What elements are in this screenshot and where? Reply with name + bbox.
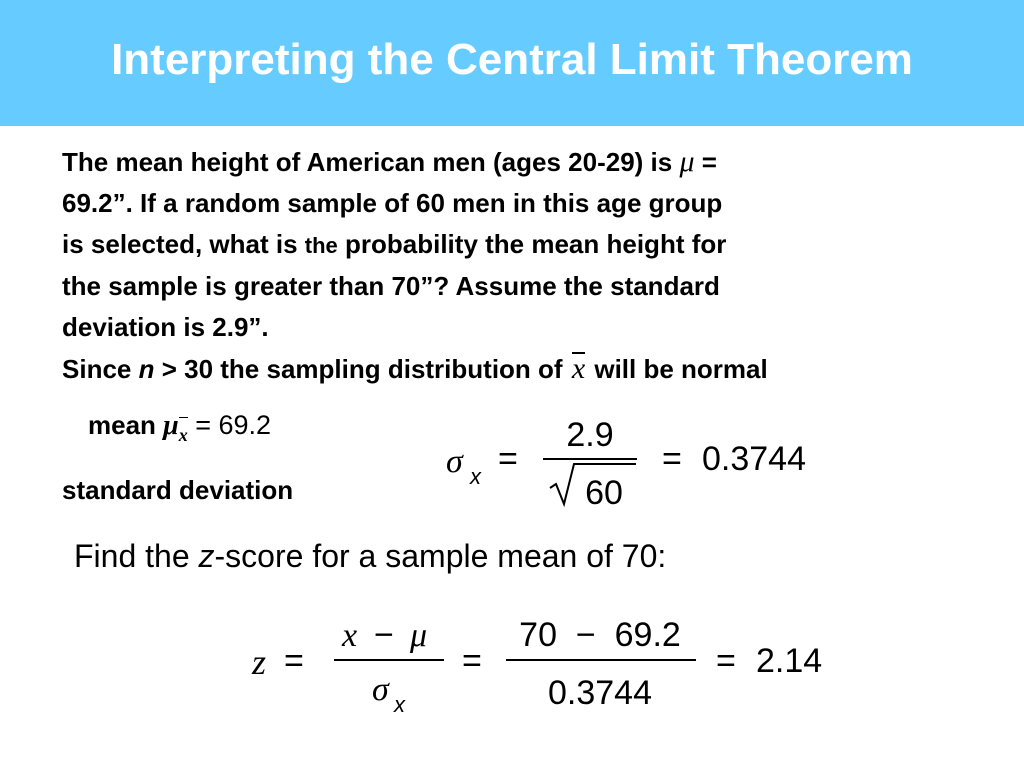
slide-title: Interpreting the Central Limit Theorem: [111, 35, 913, 84]
z-result: 2.14: [756, 642, 823, 680]
problem-line-3-pre: is selected, what is: [62, 229, 305, 259]
equals-sign: =: [701, 147, 717, 177]
since-post: will be normal: [587, 354, 768, 384]
numerator-x: x: [342, 617, 358, 654]
equals-sign-1: =: [498, 440, 518, 478]
mean-sub: x: [179, 415, 188, 455]
z-equals-2: =: [462, 642, 482, 680]
mean-equation: = 69.2: [187, 410, 272, 440]
numerator-values: 70 − 69.2: [519, 616, 681, 654]
mean-label: mean: [88, 410, 156, 440]
equals-sign-2: =: [662, 440, 682, 478]
since-n: n: [138, 354, 155, 384]
problem-text: [62, 141, 962, 348]
standard-deviation-formula: [440, 412, 840, 512]
since-statement: [62, 348, 1022, 390]
since-pre: Since: [62, 354, 139, 384]
mean-mu: μ: [163, 410, 179, 441]
denominator-sub: x: [394, 692, 405, 717]
z-symbol: z: [252, 642, 267, 682]
find-pre: Find the: [74, 538, 199, 574]
numerator-minus: −: [374, 616, 394, 654]
title-bar: [0, 0, 1024, 126]
since-mid: > 30 the sampling distribution of: [154, 354, 563, 384]
numerator-mu: μ: [410, 617, 428, 654]
sigma-symbol: σ: [446, 443, 463, 480]
standard-deviation-label: standard deviation: [62, 475, 294, 505]
problem-line-1-text: The mean height of American men (ages 20-29) is: [62, 147, 673, 177]
denominator-value: 0.3744: [548, 674, 652, 712]
sd-denominator: 60: [585, 474, 623, 512]
z-score-formula: [250, 612, 850, 722]
problem-line-1: [62, 141, 962, 183]
find-z-score-text: [74, 534, 666, 578]
problem-line-4: the sample is greater than 70”? Assume the standard: [62, 271, 720, 301]
problem-line-3-the: the: [304, 233, 338, 258]
sd-numerator: 2.9: [566, 416, 614, 454]
z-equals-3: =: [716, 642, 736, 680]
sd-result: 0.3744: [702, 440, 806, 478]
problem-line-3: [62, 224, 962, 266]
find-post: -score for a sample mean of 70:: [214, 538, 667, 574]
problem-line-2: 69.2”. If a random sample of 60 men in this age group: [62, 188, 723, 218]
sigma-subscript: x: [470, 464, 481, 489]
mu-symbol: μ: [679, 145, 695, 178]
find-z: z: [198, 538, 215, 574]
problem-line-5: deviation is 2.9”.: [62, 312, 269, 342]
denominator-sigma: σ: [372, 671, 389, 708]
x-bar-symbol: x: [570, 348, 587, 389]
z-equals-1: =: [284, 642, 304, 680]
mean-row: [88, 405, 271, 455]
mu-x-bar: [163, 410, 188, 445]
problem-line-3-post: probability the mean height for: [337, 229, 727, 259]
